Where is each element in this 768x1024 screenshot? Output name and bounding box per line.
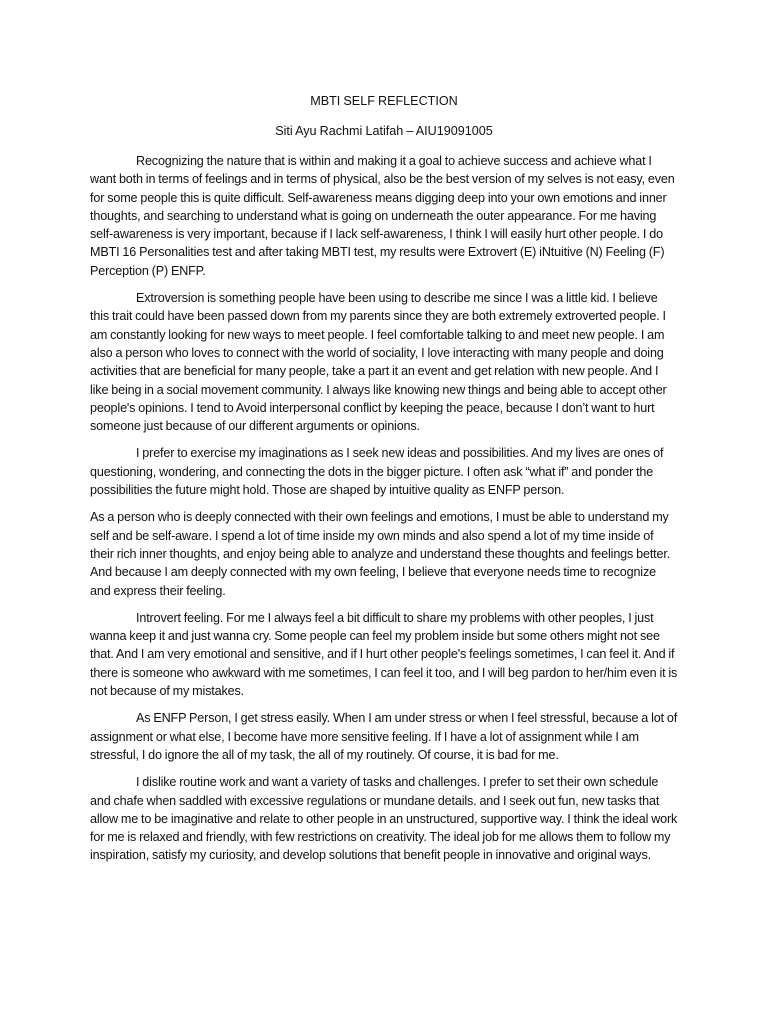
document-body xyxy=(90,92,678,874)
paragraph-6: As ENFP Person, I get stress easily. When I am under stress or when I feel stressful, because a lot of assignment or what else, I become have more sensitive feeling. If I have a lot of assignment while I am stressful, I do ignore the all of my task, the all of my routinely. Of course, it is bad for me. xyxy=(90,711,678,762)
paragraph-7: I dislike routine work and want a variety of tasks and challenges. I prefer to set their own schedule and chafe when saddled with excessive regulations or mundane details. and I seek out fun, new tasks that allow me to be imaginative and relate to other people in an unstructured, supportive way. I think the ideal work for me is relaxed and friendly, with few restrictions on creativity. The ideal job for me allows them to follow my inspiration, satisfy my curiosity, and develop solutions that benefit people in innovative and original ways. xyxy=(90,775,678,863)
paragraph-2: Extroversion is something people have been using to describe me since I was a little kid. I believe this trait could have been passed down from my parents since they are both extremely extroverted people. I am constantly looking for new ways to meet people. I feel comfortable talking to and meet new people. I am also a person who loves to connect with the world of sociality, I love interacting with many people and doing activities that are beneficial for many people, take a part it an event and get relation with new people. And I like being in a social movement community. I always like knowing new things and being able to accept other people's opinions. I tend to Avoid interpersonal conflict by keeping the peace, because I don’t want to hurt someone just because of our different arguments or opinions. xyxy=(90,291,667,434)
document-author: Siti Ayu Rachmi Latifah – AIU19091005 xyxy=(275,124,493,138)
paragraph-1: Recognizing the nature that is within and making it a goal to achieve success and achieve what I want both in terms of feelings and in terms of physical, also be the best version of my selves is not easy, even for some people this is quite difficult. Self-awareness means digging deep into your own emotions and inner thoughts, and searching to understand what is going on underneath the outer appearance. For me having self-awareness is very important, because if I lack self-awareness, I think I will easily hurt other people. I do MBTI 16 Personalities test and after taking MBTI test, my results were Extrovert (E) iNtuitive (N) Feeling (F) Perception (P) ENFP. xyxy=(90,154,675,278)
document-title: MBTI SELF REFLECTION xyxy=(310,94,458,108)
paragraph-4: As a person who is deeply connected with their own feelings and emotions, I must be able to understand my self and be self-aware. I spend a lot of time inside my own minds and also spend a lot of my time inside of their rich inner thoughts, and enjoy being able to analyze and understand these thoughts and feelings better. And because I am deeply connected with my own feeling, I believe that everyone needs time to recognize and express their feeling. xyxy=(90,510,671,598)
paragraph-3: I prefer to exercise my imaginations as I seek new ideas and possibilities. And my lives are ones of questioning, wondering, and connecting the dots in the bigger picture. I often ask “what if” and ponder the possibilities the future might hold. Those are shaped by intuitive quality as ENFP person. xyxy=(90,446,664,498)
paragraph-5: Introvert feeling. For me I always feel a bit difficult to share my problems with other peoples, I just wanna keep it and just wanna cry. Some people can feel my problem inside but some others might not see that. And I am very emotional and sensitive, and if I hurt other people's feelings sometimes, I can feel it. And if there is someone who awkward with me sometimes, I can feel it too, and I will beg pardon to her/him even it is not because of my mistakes. xyxy=(90,610,678,699)
